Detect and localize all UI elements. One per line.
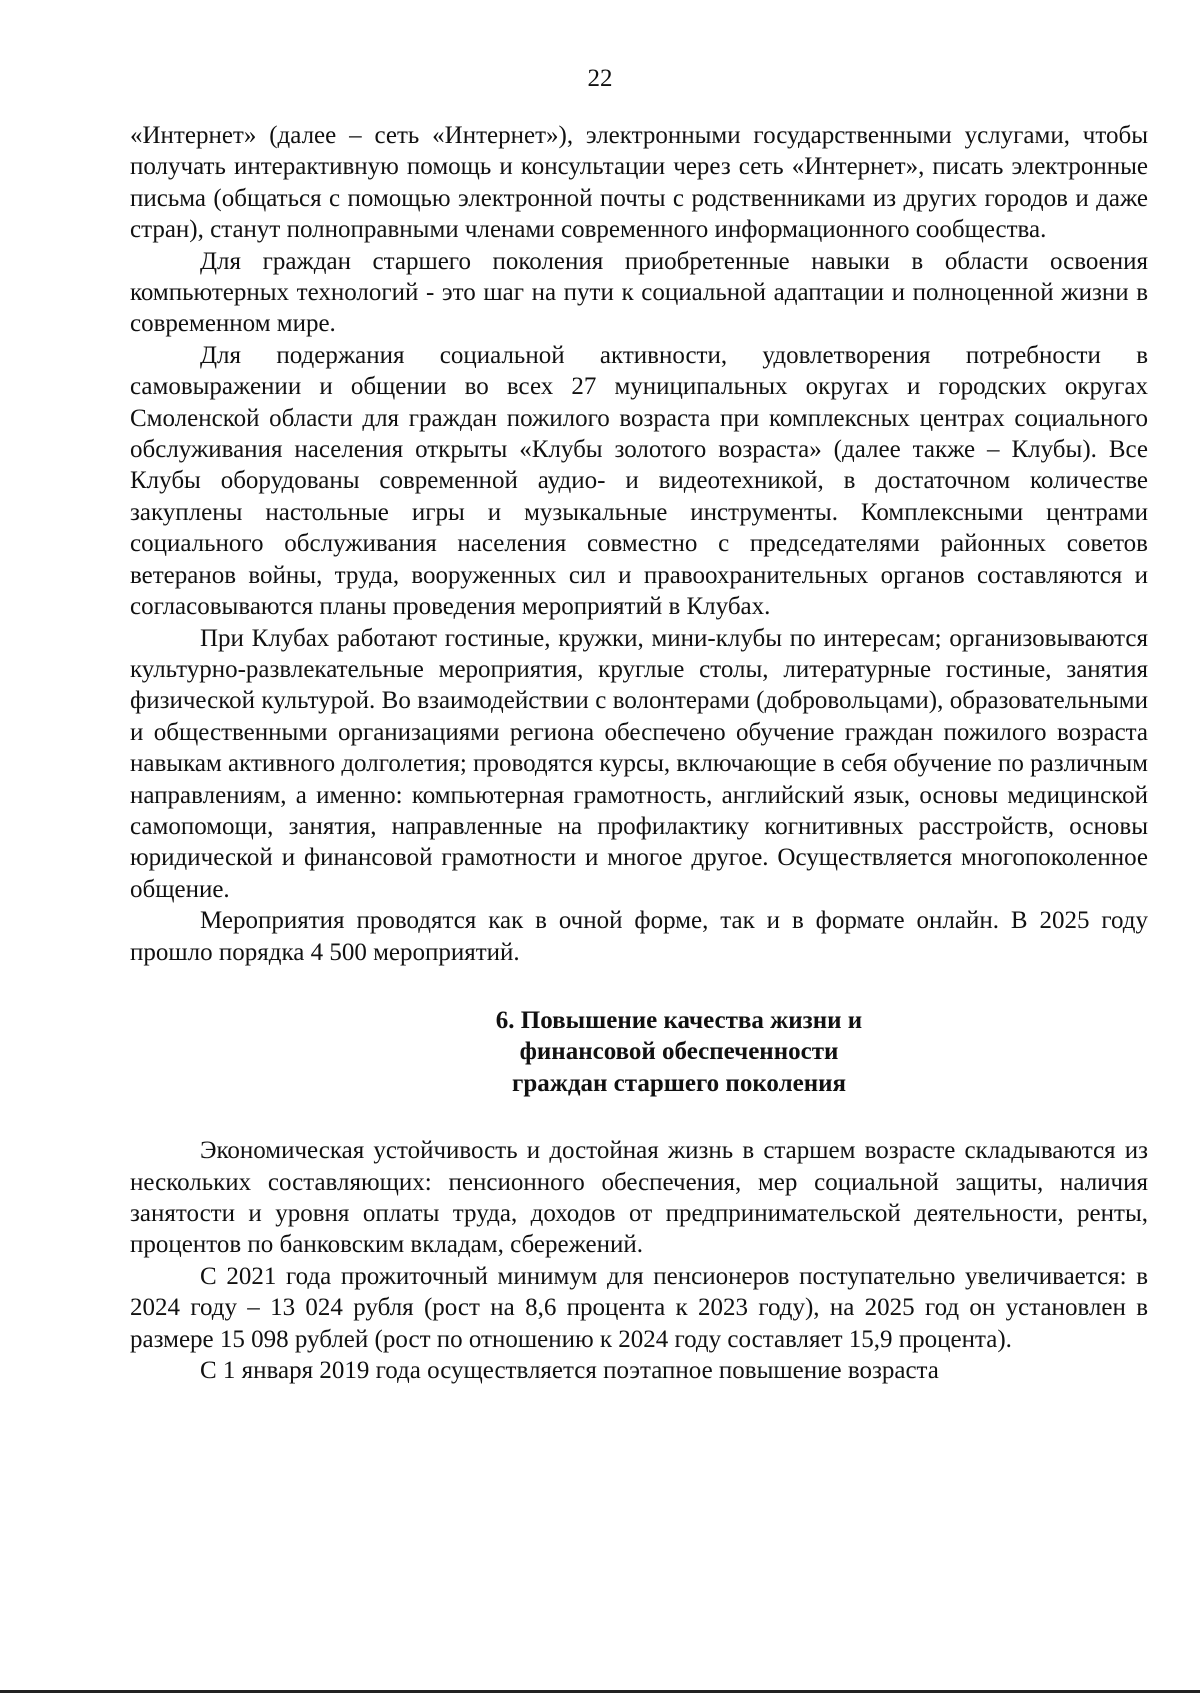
paragraph-internet-skills: «Интернет» (далее – сеть «Интернет»), электронными государственными услугами, чтобы получать интерактивную помощь и консультации через сеть «Интернет», писать электронные письма (общаться с помощью электронной почты с родственниками из других городов и даже стран), станут полноправными членами современного информационного сообщества. <box>130 122 1148 244</box>
section-heading-line: 6. Повышение качества жизни и <box>495 1006 863 1034</box>
scan-bottom-edge <box>0 1690 1200 1693</box>
paragraph-retirement-age: С 1 января 2019 года осуществляется поэтапное повышение возраста <box>200 1357 939 1385</box>
paragraph-subsistence-minimum: С 2021 года прожиточный минимум для пенсионеров поступательно увеличивается: в 2024 году – 13 024 рубля (рост на 8,6 процента к 2023 году), на 2025 год он установлен в размере 15 098 рублей (рост по отношению к 2024 году составляет 15,9 процента). <box>130 1262 1148 1353</box>
section-heading-line: граждан старшего поколения <box>511 1069 847 1097</box>
section-heading <box>130 1005 1148 1099</box>
paragraph-economic-stability: Экономическая устойчивость и достойная жизнь в старшем возрасте складываются из нескольких составляющих: пенсионного обеспечения, мер социальной защиты, наличия занятости и уровня оплаты труда, доходов от предпринимательской деятельности, ренты, процентов по банковским вкладам, сбережений. <box>130 1137 1148 1259</box>
document-body <box>130 120 1148 1386</box>
paragraph-club-activities: При Клубах работают гостиные, кружки, мини-клубы по интересам; организовываются культурно-развлекательные мероприятия, круглые столы, литературные гостиные, занятия физической культурой. Во взаимодействии с волонтерами (добровольцами), образовательными и общественными организациями региона обеспечено обучение граждан пожилого возраста навыкам активного долголетия; проводятся курсы, включающие в себя обучение по различным направлениям, а именно: компьютерная грамотность, английский язык, основы медицинской самопомощи, занятия, направленные на профилактику когнитивных расстройств, основы юридической и финансовой грамотности и многое другое. Осуществляется многопоколенное общение. <box>130 624 1148 903</box>
paragraph-events-count: Мероприятия проводятся как в очной форме, так и в формате онлайн. В 2025 году прошло порядка 4 500 мероприятий. <box>130 907 1148 966</box>
paragraph-computer-technologies: Для граждан старшего поколения приобретенные навыки в области освоения компьютерных технологий - это шаг на пути к социальной адаптации и полноценной жизни в современном мире. <box>130 247 1148 338</box>
paragraph-golden-age-clubs: Для подержания социальной активности, удовлетворения потребности в самовыражении и общении во всех 27 муниципальных округах и городских округах Смоленской области для граждан пожилого возраста при комплексных центрах социального обслуживания населения открыты «Клубы золотого возраста» (далее также – Клубы). Все Клубы оборудованы современной аудио- и видеотехникой, в достаточном количестве закуплены настольные игры и музыкальные инструменты. Комплексными центрами социального обслуживания населения совместно с председателями районных советов ветеранов войны, труда, вооруженных сил и правоохранительных органов составляются и согласовываются планы проведения мероприятий в Клубах. <box>130 341 1148 621</box>
page-number: 22 <box>587 65 613 92</box>
section-heading-line: финансовой обеспеченности <box>519 1038 839 1066</box>
